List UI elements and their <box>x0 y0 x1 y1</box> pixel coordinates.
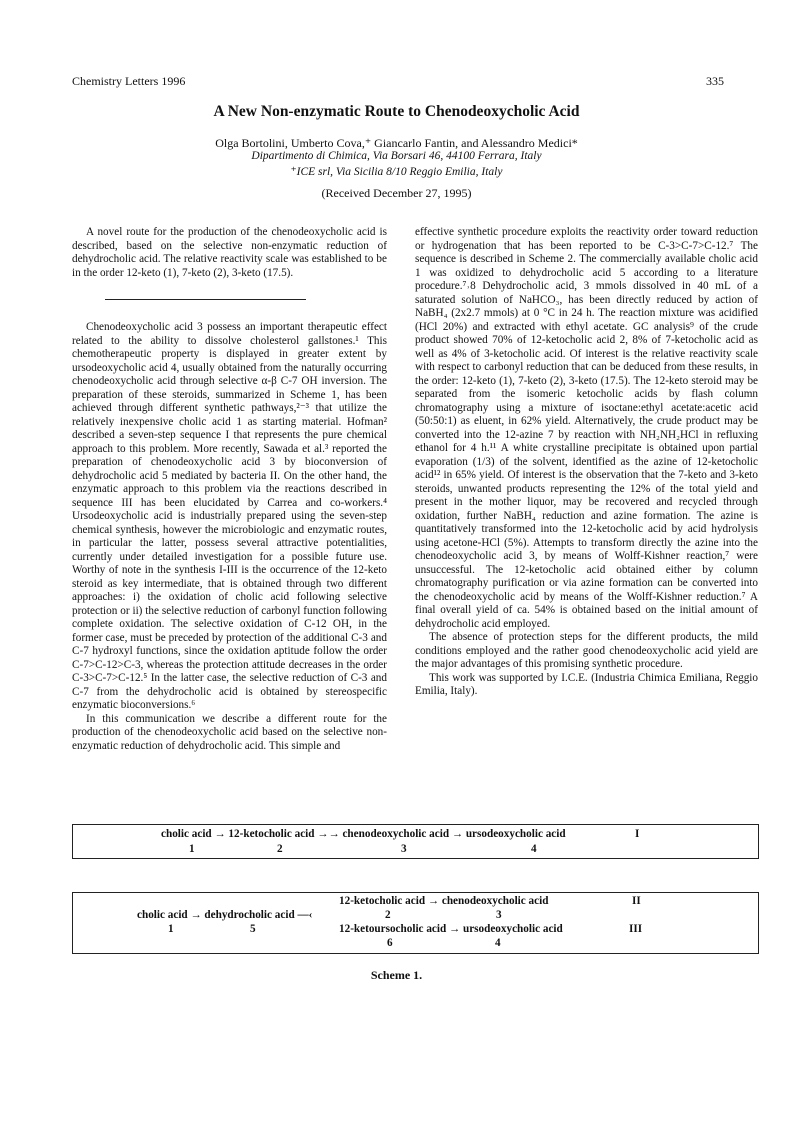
affiliation-2: ⁺ICE srl, Via Sicilia 8/10 Reggio Emilia, Italy <box>290 166 503 178</box>
body-paragraph: effective synthetic procedure exploits the reactivity order toward reduction or hydrogenation that has been reported to be C-3>C-7>C-12.⁷ The sequence is described in Scheme 2. The commercially available cholic acid 1 was oxidized to dehydrocholic acid 5 according to a literature procedure.⁷˒8 Dehydrocholic acid, 3 mmols dissolved in 40 mL of a saturated solution of NaHCO₃, has been directly reduced by action of NaBH₄ (2x2.7 mmols) at 0 °C in 24 h. The reaction mixture was acidified (HCl 20%) and extracted with ethyl acetate. GC analysis⁹ of the crude product showed 70% of 12-ketocholic acid 2, 8% of 7-ketocholic acid as well as 4% of 3-ketocholic acid. Of interest is the relative reactivity scale with respect to carbonyl reduction that can be deduced from these results, in the order: 12-keto (1), 7-keto (2), 3-keto (17.5). The 12-keto steroid may be separated from the isomeric ketocholic acids by flash column chromatography using a mixture of isoctane:ethyl acetate:acetic acid (50:50:1) as eluent, in 62% yield. Alternatively, the crude product may be converted into the 12-azine 7 by reaction with NH₂NH₂HCl in refluxing ethanol for 4 h.¹¹ A white crystalline precipitate is obtained upon partial evaporation (1/3) of the solvent, identified as the azine of 12-ketocholic acid¹² in 65% yield. Of interest is the observation that the 7-keto and 3-keto steroids, unwanted products representing the 12% of the total yield and present in the mother liquor, may be recovered and recycled through oxidation, further NaBH₄ reduction and azine formation. The azine is quantitatively transformed into the 12-ketocholic acid by acid hydrolysis using acetone-HCl (5%). Attempts to transform directly the azine into the chenodeoxycholic acid 3, by means of Wolff-Kishner reaction,⁷ were unsuccessful. The 12-ketocholic acid obtained either by column chromatography purification or via azine formation can be converted into the chenodeoxycholic acid by means of the Wolff-Kishner reduction.⁷ A final overall yield of ca. 54% is obtained based on the initial amount of dehydrocholic acid employed. <box>415 226 758 630</box>
compound-number: 3 <box>401 843 407 855</box>
body-paragraph: The absence of protection steps for the different products, the mild conditions employed and the rather good chenodeoxycholic acid yield are the major advantages of this promising synthetic procedure. <box>415 631 758 670</box>
body-paragraph: In this communication we describe a different route for the production of the chenodeoxycholic acid based on the selective non-enzymatic reduction of dehydrocholic acid. This simple and <box>72 712 387 752</box>
compound-number: 2 <box>385 909 391 921</box>
received-date: (Received December 27, 1995) <box>321 186 472 200</box>
compound-number: 1 <box>168 923 174 935</box>
article-title: A New Non-enzymatic Route to Chenodeoxycholic Acid <box>213 103 580 120</box>
compound-number: 1 <box>189 843 195 855</box>
abstract-divider <box>105 299 306 300</box>
compound-number: 6 <box>387 937 393 949</box>
compound-number: 2 <box>277 843 283 855</box>
compound-number: 4 <box>495 937 501 949</box>
left-column-body <box>72 321 387 753</box>
affiliation-1: Dipartimento di Chimica, Via Borsari 46, 44100 Ferrara, Italy <box>251 150 542 162</box>
scheme-2-left-text: cholic acid → dehydrocholic acid —‹ <box>137 909 313 921</box>
scheme-sequence-2-3 <box>72 892 759 954</box>
scheme-1-label: I <box>635 828 640 840</box>
compound-number: 5 <box>250 923 256 935</box>
scheme-2-top-text: 12-ketocholic acid → chenodeoxycholic acid <box>339 895 549 907</box>
abstract-text: A novel route for the production of the chenodeoxycholic acid is described, based on the selective non-enzymatic reduction of dehydrocholic acid. The relative reactivity scale was established to be in the order 12-keto (1), 7-keto (2), 3-keto (17.5). <box>72 226 387 279</box>
scheme-1-text: cholic acid → 12-ketocholic acid →→ chenodeoxycholic acid → ursodeoxycholic acid <box>161 828 566 840</box>
scheme-2-label: II <box>632 895 641 907</box>
journal-name: Chemistry Letters 1996 <box>72 74 186 88</box>
scheme-caption: Scheme 1. <box>370 968 423 982</box>
scheme-3-text: 12-ketoursocholic acid → ursodeoxycholic acid <box>339 923 563 935</box>
compound-number: 4 <box>531 843 537 855</box>
right-column-body <box>415 226 758 699</box>
abstract <box>72 226 387 280</box>
page-number: 335 <box>706 74 724 88</box>
scheme-3-label: III <box>629 923 643 935</box>
author-list: Olga Bortolini, Umberto Cova,⁺ Giancarlo Fantin, and Alessandro Medici* <box>215 136 578 150</box>
compound-number: 3 <box>496 909 502 921</box>
body-paragraph: Chenodeoxycholic acid 3 possess an important therapeutic effect related to the ability to dissolve cholesterol gallstones.¹ This chemotherapeutic property is displayed in greater extent by ursodeoxycholic acid 4, usually obtained from the naturally occurring chenodeoxycholic acid through selective α-β C-7 OH inversion. The preparation of these steroids, summarized in Scheme 1, has been achieved through different synthetic pathways,²⁻³ that utilize the relatively inexpensive cholic acid 1 as starting material. Hofman² described a seven-step sequence I that represents the pure chemical approach to this problem. More recently, Sawada et al.³ reported the preparation of chenodeoxycholic acid 3 by bioconversion of dehydrocholic acid 5 mediated by bacteria II. On the other hand, the enzymatic approach to this problem via the reactions described in sequence III has been elucidated by Carrea and co-workers.⁴ Ursodeoxycholic acid is industrially prepared using the seven-step chemical synthesis, however the microbiologic and enzymatic routes, in particular the latter, possess several attractive potentialities, currently under detailed investigation for a possible future use. Worthy of note in the synthesis I-III is the occurrence of the 12-keto steroid as key intermediate, that is obtained through two different approaches: i) the oxidation of cholic acid following selective protection or ii) the selective reduction of carbonyl function following complete oxidation. The selective oxidation of C-12 OH, in the former case, must be preceded by protection of the additional C-3 and C-7 hydroxyl functions, since the oxidation aptitude follow the order C-7>C-12>C-3, whereas the protection attitude decreases in the order C-3>C-7>C-12.⁵ In the latter case, the selective reduction of C-3 and C-7 from the dehydrocholic acid is obtained by stereospecific enzymatic bioconversions.⁶ <box>72 321 387 711</box>
body-paragraph: This work was supported by I.C.E. (Industria Chimica Emiliana, Reggio Emilia, Italy). <box>415 671 758 697</box>
scheme-sequence-1 <box>72 824 759 859</box>
